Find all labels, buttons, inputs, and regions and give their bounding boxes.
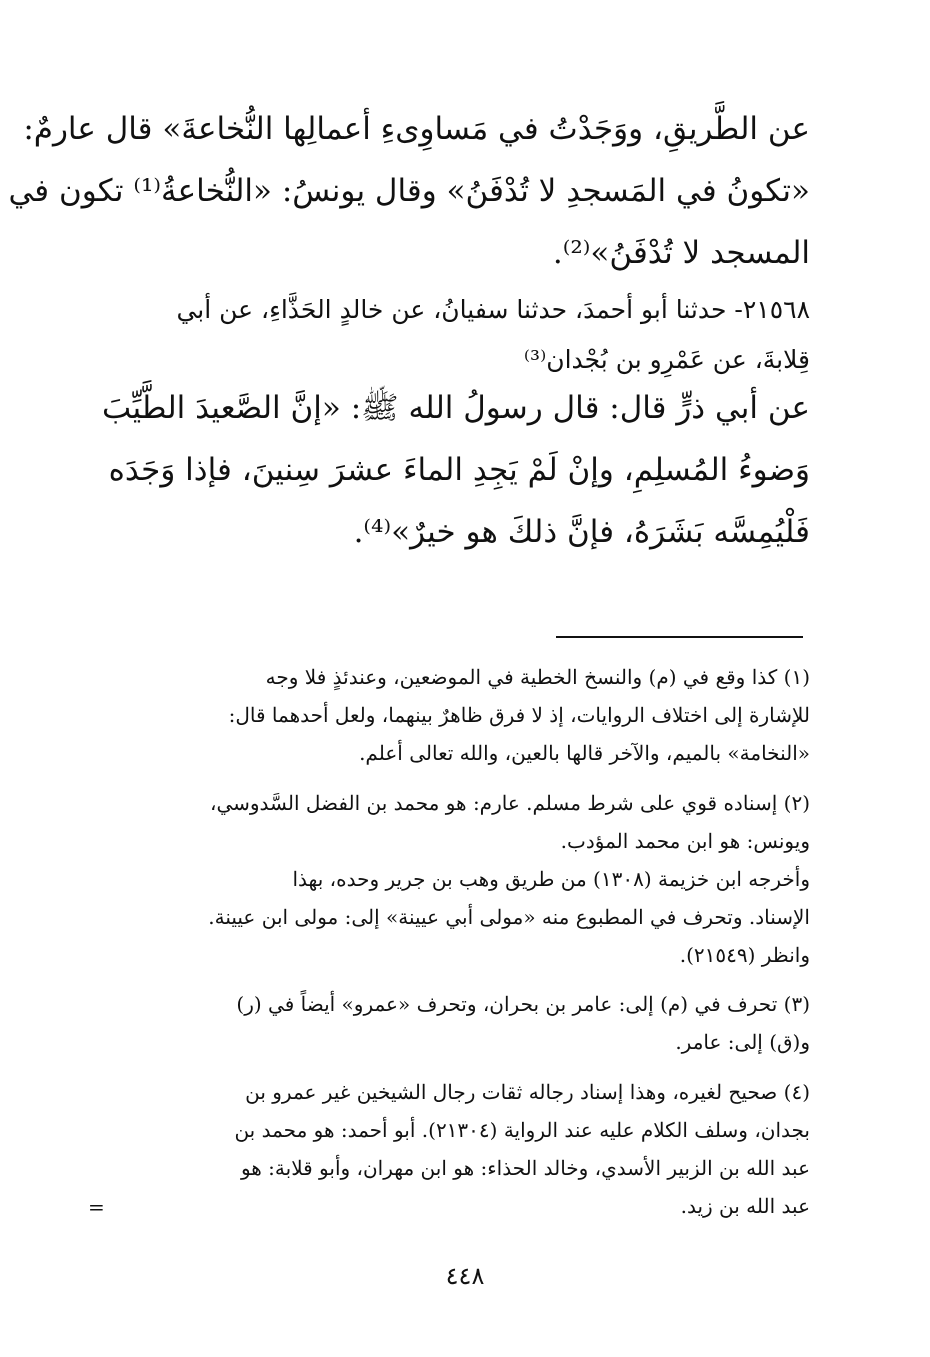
footnote-line: و(ق) إلى: عامر.: [675, 1030, 810, 1054]
footnote-line: وأخرجه ابن خزيمة (١٣٠٨) من طريق وهب بن جرير وحده، بهذا: [292, 867, 810, 891]
footnote-line: وانظر (٢١٥٤٩).: [679, 943, 810, 967]
matn-line: عن أبي ذرٍّ قال: قال رسولُ الله ﷺ: «إنَّ الصَّعيدَ الطَّيِّبَ: [102, 390, 810, 426]
footnote-line: عبد الله بن زيد.: [680, 1194, 810, 1218]
footnote-line: الإسناد. وتحرف في المطبوع منه «مولى أبي عيينة» إلى: مولى ابن عيينة.: [208, 905, 810, 929]
footnote-line: (١) كذا وقع في (م) والنسخ الخطية في الموضعين، وعندئذٍ فلا وجه: [265, 665, 810, 689]
footnote-4: [105, 1073, 810, 1225]
page-number: ٤٤٨: [445, 1262, 485, 1290]
main-text: [8, 98, 810, 284]
matn-line: وَضوءُ المُسلِمِ، وإنْ لَمْ يَجِدِ الماءَ عشرَ سِنينَ، فإذا وَجَدَه: [108, 452, 810, 488]
main-text-line: «تكونُ في المَسجدِ لا تُدْفَنُ» وقال يونسُ: «النُّخاعةُ⁽¹⁾ تكون في: [8, 173, 810, 209]
hadith-matn: [102, 377, 810, 563]
footnote-line: (٤) صحيح لغيره، وهذا إسناد رجاله ثقات رجال الشيخين غير عمرو بن: [245, 1080, 810, 1104]
hadith-isnad: [105, 285, 810, 385]
isnad-line: ٢١٥٦٨- حدثنا أبو أحمدَ، حدثنا سفيانُ، عن خالدٍ الحَذَّاءِ، عن أبي: [176, 295, 810, 324]
footnote-line: للإشارة إلى اختلاف الروايات، إذ لا فرق ظاهرٌ بينهما، ولعل أحدهما قال:: [228, 703, 810, 727]
footnote-line: (٣) تحرف في (م) إلى: عامر بن بحران، وتحرف «عمرو» أيضاً في (ر): [236, 992, 810, 1016]
isnad-line: قِلابةَ، عن عَمْرِو بن بُجْدان⁽³⁾: [523, 345, 810, 374]
footnote-1: [105, 658, 810, 772]
footnote-line: بجدان، وسلف الكلام عليه عند الرواية (٢١٣٠٤). أبو أحمد: هو محمد بن: [234, 1118, 810, 1142]
footnote-line: ويونس: هو ابن محمد المؤدب.: [560, 829, 810, 853]
matn-line: فَلْيُمِسَّه بَشَرَهُ، فإنَّ ذلكَ هو خيرٌ»⁽⁴⁾.: [353, 514, 810, 550]
footnote-3: [105, 985, 810, 1061]
main-text-line: عن الطَّريقِ، ووَجَدْتُ في مَساوِىءِ أعمالِها النُّخاعةَ» قال عارمٌ:: [23, 111, 810, 147]
footnote-line: «النخامة» بالميم، والآخر قالها بالعين، والله تعالى أعلم.: [359, 741, 810, 765]
footnote-separator: [556, 636, 803, 638]
footnote-line: (٢) إسناده قوي على شرط مسلم. عارم: هو محمد بن الفضل السَّدوسي،: [210, 791, 810, 815]
footnote-2: [105, 784, 810, 974]
footnote-line: عبد الله بن الزبير الأسدي، وخالد الحذاء: هو ابن مهران، وأبو قلابة: هو: [240, 1156, 810, 1180]
continuation-mark: =: [88, 1195, 105, 1219]
main-text-line: المسجد لا تُدْفَنُ»⁽²⁾.: [552, 235, 810, 271]
